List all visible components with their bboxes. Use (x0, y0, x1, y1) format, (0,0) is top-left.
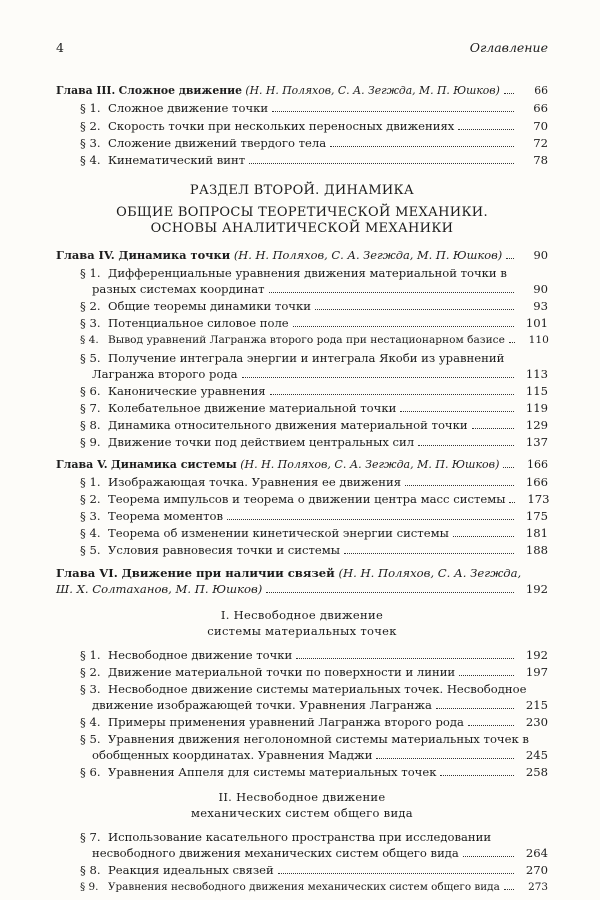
toc-section[interactable] (80, 863, 548, 878)
section-title: Реакция идеальных связей (108, 863, 274, 877)
section-title-cont: несвободного движения механических систем общего вида (92, 846, 459, 860)
section-number: § 7. (80, 401, 101, 415)
section-number: § 6. (80, 384, 101, 398)
section-title: Получение интеграла энергии и интеграла Якоби из уравнений (108, 351, 505, 365)
section-title: Канонические уравнения (108, 384, 266, 398)
toc-section[interactable] (80, 333, 548, 348)
leader-dots (504, 888, 514, 890)
toc-section[interactable] (80, 543, 548, 558)
page-ref: 270 (525, 863, 548, 877)
chapter-authors: (Н. Н. Поляхов, С. А. Зегжда, М. П. Юшков) (240, 458, 500, 471)
running-title: Оглавление (469, 40, 548, 55)
leader-dots (405, 484, 514, 486)
section-number: § 3. (80, 136, 101, 150)
section-title-cont: разных системах координат (92, 282, 265, 296)
page-ref: 110 (528, 334, 549, 346)
toc-section[interactable] (80, 665, 548, 680)
section-number: § 1. (80, 101, 101, 115)
section-title: Сложное движение точки (108, 101, 269, 115)
leader-dots (269, 291, 514, 293)
part-subheading: ОБЩИЕ ВОПРОСЫ ТЕОРЕТИЧЕСКОЙ МЕХАНИКИ. (116, 205, 488, 220)
subpart-heading: механических систем общего вида (191, 806, 413, 820)
section-title: Колебательное движение материальной точки (108, 401, 397, 415)
section-title: Потенциальное силовое поле (108, 316, 289, 330)
section-title: Теорема об изменении кинетической энергии системы (108, 526, 449, 540)
page-ref: 113 (525, 367, 548, 381)
page-ref: 166 (527, 458, 548, 471)
chapter-label: Глава VI. (56, 566, 118, 580)
page-ref: 166 (525, 475, 548, 489)
subpart-heading: системы материальных точек (207, 624, 397, 638)
page-ref: 192 (525, 582, 548, 596)
section-number: § 1. (80, 266, 101, 280)
page-ref: 66 (533, 101, 548, 115)
page-ref: 175 (525, 509, 548, 523)
leader-dots (453, 535, 514, 537)
section-number: § 2. (80, 665, 101, 679)
toc-section[interactable] (80, 401, 548, 416)
section-title-cont: движение изображающей точки. Уравнения Лагранжа (92, 698, 432, 712)
leader-dots (472, 427, 514, 429)
section-number: § 8. (80, 418, 101, 432)
page-ref: 273 (528, 881, 548, 893)
running-head (56, 40, 548, 58)
toc-section[interactable] (80, 153, 548, 168)
section-number: § 9. (80, 435, 101, 449)
section-number: § 5. (80, 732, 101, 746)
toc-section[interactable] (80, 266, 548, 281)
leader-dots (509, 341, 515, 343)
toc-chapter-4[interactable] (56, 248, 548, 263)
section-title: Движение точки под действием центральных сил (108, 435, 415, 449)
toc-section[interactable] (80, 765, 548, 780)
section-title: Сложение движений твердого тела (108, 136, 327, 150)
section-title: Уравнения несвободного движения механических систем общего вида (108, 881, 500, 893)
toc-section[interactable] (80, 351, 548, 366)
leader-dots (468, 724, 514, 726)
section-number: § 6. (80, 765, 101, 779)
section-number: § 4. (80, 526, 101, 540)
section-title-cont: Лагранжа второго рода (92, 367, 238, 381)
toc-chapter-6[interactable] (56, 566, 548, 581)
toc-section[interactable] (80, 119, 548, 134)
chapter-title: Динамика системы (111, 458, 237, 471)
page-ref: 129 (525, 418, 548, 432)
page-ref: 188 (525, 543, 548, 557)
page-ref: 137 (525, 435, 548, 449)
subpart-heading: I. Несвободное движение (220, 608, 384, 622)
page-ref: 90 (533, 282, 548, 296)
section-number: § 3. (80, 682, 101, 696)
chapter-label: Глава IV. (56, 248, 115, 262)
leader-dots (504, 92, 514, 94)
toc-section-continuation[interactable] (92, 367, 548, 382)
toc-section[interactable] (80, 732, 548, 747)
section-number: § 2. (80, 119, 101, 133)
section-number: § 5. (80, 543, 101, 557)
leader-dots (509, 501, 515, 503)
page-ref: 230 (525, 715, 548, 729)
toc-section[interactable] (80, 475, 548, 490)
page-ref: 245 (525, 748, 548, 762)
toc-section[interactable] (80, 101, 548, 116)
page-ref: 66 (534, 84, 548, 97)
section-title: Движение материальной точки по поверхности и линии (108, 665, 456, 679)
leader-dots (249, 162, 514, 164)
leader-dots (344, 552, 514, 554)
section-title: Несвободное движение системы материальных точек. Несвободное (108, 682, 527, 696)
section-number: § 4. (80, 153, 101, 167)
section-title: Скорость точки при нескольких переносных движениях (108, 119, 455, 133)
section-number: § 5. (80, 351, 101, 365)
leader-dots (458, 128, 514, 130)
leader-dots (266, 591, 514, 593)
leader-dots (296, 657, 514, 659)
leader-dots (400, 410, 514, 412)
section-number: § 7. (80, 830, 101, 844)
part-subheading: ОСНОВЫ АНАЛИТИЧЕСКОЙ МЕХАНИКИ (150, 221, 454, 236)
section-title: Кинематический винт (108, 153, 246, 167)
section-title: Теорема моментов (108, 509, 223, 523)
toc-section-continuation[interactable] (92, 282, 548, 297)
page-ref: 264 (525, 846, 548, 860)
section-number: § 3. (80, 316, 101, 330)
page-ref: 215 (525, 698, 548, 712)
leader-dots (315, 308, 514, 310)
chapter-label: Глава V. (56, 458, 108, 471)
leader-dots (376, 757, 514, 759)
toc-section[interactable] (80, 316, 548, 331)
chapter-authors: (Н. Н. Поляхов, С. А. Зегжда, (338, 566, 522, 580)
toc-section[interactable] (80, 435, 548, 450)
leader-dots (436, 707, 514, 709)
toc-section-continuation[interactable] (92, 698, 548, 713)
section-title: Вывод уравнений Лагранжа второго рода при нестационарном базисе (108, 334, 505, 346)
section-title: Условия равновесия точки и системы (108, 543, 341, 557)
chapter-authors: (Н. Н. Поляхов, С. А. Зегжда, М. П. Юшков) (233, 248, 503, 262)
page-ref: 101 (525, 316, 548, 330)
toc-section[interactable] (80, 682, 548, 697)
section-title: Динамика относительного движения материальной точки (108, 418, 468, 432)
section-number: § 1. (80, 648, 101, 662)
chapter-title: Динамика точки (118, 248, 231, 262)
leader-dots (330, 145, 514, 147)
section-title: Использование касательного пространства при исследовании (108, 830, 492, 844)
leader-dots (278, 872, 514, 874)
toc-section[interactable] (80, 492, 548, 507)
section-title: Общие теоремы динамики точки (108, 299, 311, 313)
section-title: Изображающая точка. Уравнения ее движения (108, 475, 402, 489)
chapter-authors: (Н. Н. Поляхов, С. А. Зегжда, М. П. Юшков) (245, 84, 500, 97)
chapter-label: Глава III. (56, 84, 116, 97)
subpart-heading: II. Несвободное движение (218, 790, 386, 804)
toc-chapter-5[interactable] (56, 457, 548, 472)
page-ref: 173 (527, 492, 550, 506)
page-ref: 93 (533, 299, 548, 313)
leader-dots (506, 257, 514, 259)
toc-section[interactable] (80, 418, 548, 433)
page-ref: 192 (525, 648, 548, 662)
leader-dots (440, 774, 514, 776)
leader-dots (463, 855, 514, 857)
leader-dots (503, 466, 514, 468)
toc-section[interactable] (80, 880, 548, 895)
section-number: § 2. (80, 492, 101, 506)
section-number: § 9. (80, 881, 99, 893)
section-title: Несвободное движение точки (108, 648, 293, 662)
leader-dots (293, 325, 514, 327)
section-title: Примеры применения уравнений Лагранжа второго рода (108, 715, 464, 729)
page-ref: 181 (525, 526, 548, 540)
toc-section[interactable] (80, 384, 548, 399)
leader-dots (272, 110, 514, 112)
page-ref: 197 (525, 665, 548, 679)
section-title: Уравнения движения неголономной системы материальных точек в (108, 732, 529, 746)
toc-section[interactable] (80, 830, 548, 845)
chapter-authors-cont: Ш. Х. Солтаханов, М. П. Юшков) (56, 582, 263, 596)
toc-section-continuation[interactable] (92, 846, 548, 861)
section-number: § 4. (80, 334, 99, 346)
page-ref: 70 (533, 119, 548, 133)
toc-chapter-6-continuation[interactable] (56, 582, 548, 597)
leader-dots (242, 376, 515, 378)
page-ref: 78 (533, 153, 548, 167)
section-title-cont: обобщенных координатах. Уравнения Маджи (92, 748, 373, 762)
page-ref: 115 (525, 384, 548, 398)
chapter-title: Сложное движение (118, 84, 242, 97)
toc-section[interactable] (80, 136, 548, 151)
toc-chapter-3[interactable] (56, 83, 548, 98)
page-ref: 258 (525, 765, 548, 779)
toc-section-continuation[interactable] (92, 748, 548, 763)
leader-dots (418, 444, 514, 446)
section-title: Дифференциальные уравнения движения материальной точки в (108, 266, 507, 280)
section-number: § 8. (80, 863, 101, 877)
leader-dots (459, 674, 514, 676)
part-heading: РАЗДЕЛ ВТОРОЙ. ДИНАМИКА (189, 183, 415, 198)
chapter-title: Движение при наличии связей (121, 566, 335, 580)
page-ref: 90 (533, 248, 548, 262)
section-title: Уравнения Аппеля для системы материальных точек (108, 765, 437, 779)
leader-dots (227, 518, 514, 520)
page-ref: 72 (533, 136, 548, 150)
toc-section[interactable] (80, 648, 548, 663)
toc-section[interactable] (80, 526, 548, 541)
toc-section[interactable] (80, 299, 548, 314)
leader-dots (270, 393, 514, 395)
section-number: § 4. (80, 715, 101, 729)
section-number: § 2. (80, 299, 101, 313)
section-number: § 3. (80, 509, 101, 523)
section-title: Теорема импульсов и теорема о движении центра масс системы (108, 492, 506, 506)
page-number: 4 (56, 40, 64, 55)
toc-section[interactable] (80, 509, 548, 524)
section-number: § 1. (80, 475, 101, 489)
toc-section[interactable] (80, 715, 548, 730)
page-ref: 119 (525, 401, 548, 415)
